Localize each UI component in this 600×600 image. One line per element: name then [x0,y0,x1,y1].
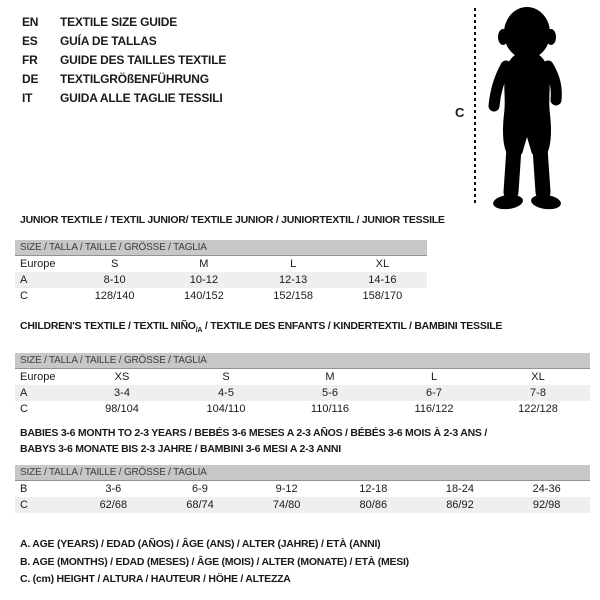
size-cell: S [222,371,230,384]
size-cell: 128/140 [94,290,135,302]
childrens-section-heading [15,318,590,339]
size-cell: 24-36 [532,483,561,495]
size-cell: 74/80 [272,499,301,511]
language-title: GUIDE DES TAILLES TEXTILE [60,53,227,67]
size-cell: 3-6 [105,483,122,495]
size-cell: 6-9 [192,483,208,495]
size-cell: 62/68 [99,499,128,511]
size-cell: 7-8 [530,387,546,400]
language-title: GUÍA DE TALLAS [60,34,157,48]
size-cell: 122/128 [518,403,558,416]
language-title: TEXTILE SIZE GUIDE [60,15,178,29]
size-cell: 152/158 [273,290,313,302]
heading-text: CHILDREN'S TEXTILE / TEXTIL NIÑO [20,320,196,332]
size-cell: XS [114,371,130,384]
size-cell: 110/116 [310,403,350,416]
row-label: B [20,483,28,495]
size-cell: 104/110 [206,403,246,416]
size-cell: 5-6 [322,387,338,400]
language-row [22,13,226,32]
baby-silhouette-icon [483,6,571,214]
language-row [22,89,226,108]
height-dotted-line [474,8,476,206]
babies-size-table [15,481,590,513]
language-code: ES [22,34,38,48]
language-title: TEXTILGRÖßENFÜHRUNG [60,72,209,86]
size-cell: 3-4 [114,387,130,400]
size-cell: 98/104 [105,403,139,416]
table-row [15,272,427,288]
size-cell: 116/122 [414,403,454,416]
size-cell: 14-16 [368,274,397,286]
size-cell: 6-7 [426,387,442,400]
size-header-bar: SIZE / TALLA / TAILLE / GRÖSSE / TAGLIA [15,465,590,481]
language-row [22,51,226,70]
size-cell: 9-12 [275,483,298,495]
language-code: DE [22,72,39,86]
height-measure-label: C [455,105,465,120]
language-code: IT [22,91,33,105]
legend-line-b: B. AGE (MONTHS) / EDAD (MESES) / ÂGE (MOIS) / ALTER (MONATE) / ETÀ (MESI) [20,555,409,568]
measure-legend [15,536,409,589]
row-label: C [20,290,28,302]
heading-text: / TEXTILE DES ENFANTS / KINDERTEXTIL / BAMBINI TESSILE [202,320,503,332]
size-cell: L [430,371,438,384]
legend-line-a: A. AGE (YEARS) / EDAD (AÑOS) / ÂGE (ANS) / ALTER (JAHRE) / ETÀ (ANNI) [20,538,381,550]
heading-subscript: /A [195,327,203,335]
row-label: Europe [20,258,56,270]
size-cell: 86/92 [446,499,474,511]
babies-textile-section [15,425,590,513]
table-row [15,288,427,304]
table-row [15,385,590,401]
size-cell: 12-18 [359,483,388,495]
row-label: C [20,499,28,511]
size-cell: 92/98 [532,499,561,511]
language-title-list [22,13,226,108]
childrens-textile-section [15,318,590,417]
row-label: Europe [20,371,56,384]
language-code: FR [22,53,38,67]
size-cell: 18-24 [445,483,475,495]
size-cell: XL [375,258,390,270]
size-header-bar: SIZE / TALLA / TAILLE / GRÖSSE / TAGLIA [15,240,427,256]
junior-section-heading: JUNIOR TEXTILE / TEXTIL JUNIOR/ TEXTILE JUNIOR / JUNIORTEXTIL / JUNIOR TESSILE [20,214,445,226]
table-row [15,369,590,385]
size-cell: M [325,371,335,384]
size-cell: 10-12 [189,274,218,286]
size-cell: XL [531,371,545,384]
size-cell: S [110,258,119,270]
table-row [15,481,590,497]
size-cell: 8-10 [103,274,126,286]
table-row [15,401,590,417]
language-row [22,70,226,89]
size-cell: 80/86 [359,499,388,511]
legend-line-c: C. (cm) HEIGHT / ALTURA / HAUTEUR / HÖHE / ALTEZZA [20,573,291,585]
size-cell: M [199,258,209,270]
language-code: EN [22,15,39,29]
size-header-bar: SIZE / TALLA / TAILLE / GRÖSSE / TAGLIA [15,353,590,369]
size-cell: L [290,258,297,270]
babies-section-heading-line2: BABYS 3-6 MONATE BIS 2-3 JAHRE / BAMBINI 3-6 MESI A 2-3 ANNI [20,443,341,455]
size-cell: 4-5 [218,387,234,400]
row-label: A [20,274,28,286]
size-cell: 140/152 [183,290,224,302]
size-cell: 12-13 [279,274,308,286]
row-label: C [20,403,28,416]
language-row [22,32,226,51]
junior-size-table [15,256,427,304]
row-label: A [20,387,28,400]
language-title: GUIDA ALLE TAGLIE TESSILI [60,91,223,105]
table-row [15,497,590,513]
size-cell: 68/74 [186,499,214,511]
size-cell: 158/170 [362,290,403,302]
babies-section-heading-line1: BABIES 3-6 MONTH TO 2-3 YEARS / BEBÉS 3-6 MESES A 2-3 AÑOS / BÉBÉS 3-6 MOIS À 2-3 ANS / [20,427,488,439]
table-row [15,256,427,272]
childrens-size-table [15,369,590,417]
junior-textile-section [15,212,445,304]
